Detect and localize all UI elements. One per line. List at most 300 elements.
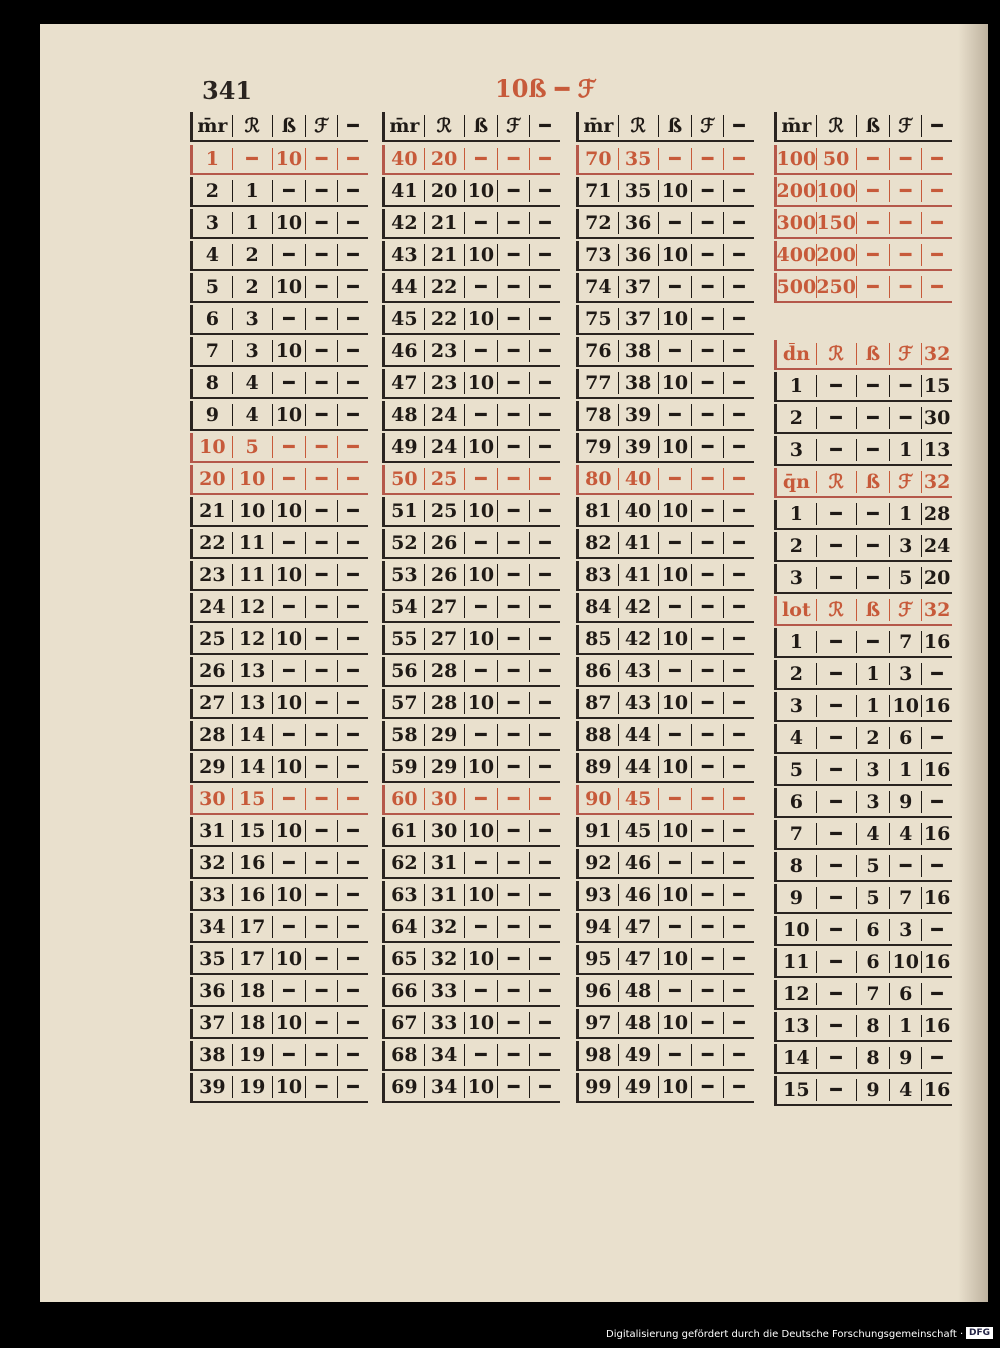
table-cell: 10 [465,692,499,714]
table-cell: 39 [619,404,659,426]
table-cell: 10 [273,948,307,970]
table-row [576,177,754,207]
table-cell: ━ [659,1044,693,1066]
table-cell: ━ [498,308,530,330]
table-cell: 90 [579,788,619,810]
table-cell: 30 [923,407,951,429]
table-row [190,913,368,943]
table-cell: ━ [539,916,551,938]
table-cell: ━ [857,503,891,525]
table-cell: 10 [273,1012,307,1034]
table-cell: 94 [579,916,619,938]
table-cell: ━ [347,276,359,298]
table-cell: ━ [273,724,307,746]
table-cell: ━ [498,148,530,170]
table-row [774,724,952,754]
table-cell: 34 [193,916,233,938]
table-cell: 99 [579,1076,619,1098]
table-cell: ━ [273,1044,307,1066]
table-cell: 2 [193,180,233,202]
table-cell: ━ [733,628,745,650]
table-row [576,753,754,783]
table-cell: 36 [193,980,233,1002]
table-cell: ━ [733,180,745,202]
table-cell: ━ [692,436,724,458]
table-cell: ━ [347,1044,359,1066]
table-cell: 10 [273,500,307,522]
table-row [190,753,368,783]
table-cell: 18 [233,1012,273,1034]
table-cell: ━ [733,660,745,682]
table-row [774,404,952,434]
table-cell: ━ [931,212,943,234]
table-cell: 89 [579,756,619,778]
table-cell: ━ [306,916,338,938]
table-cell: 85 [579,628,619,650]
table-cell: 5 [193,276,233,298]
table-cell: ━ [539,468,551,490]
table-cell: 4 [233,404,273,426]
table-cell: 22 [193,532,233,554]
column-header-cell: ℱ [890,343,922,365]
table-cell: ━ [817,695,857,717]
table-cell: ━ [733,852,745,874]
table-cell: 13 [233,660,273,682]
table-cell: ━ [306,1012,338,1034]
table-cell: 7 [890,887,922,909]
table-cell: ━ [817,567,857,589]
table-cell: ━ [273,308,307,330]
table-cell: 22 [425,276,465,298]
table-cell: ━ [539,372,551,394]
table-cell: ━ [659,212,693,234]
table-row [190,305,368,335]
table-row [576,497,754,527]
table-cell: ━ [306,436,338,458]
column-header-cell: ℱ [890,471,922,493]
table-cell: 81 [579,500,619,522]
table-row [190,369,368,399]
table-cell: ━ [498,1044,530,1066]
table-cell: 92 [579,852,619,874]
table-cell: 10 [465,1076,499,1098]
table-cell: 5 [857,855,891,877]
table-cell: ━ [817,535,857,557]
table-row [576,625,754,655]
table-cell: ━ [273,372,307,394]
table-cell: ━ [692,724,724,746]
table-cell: ━ [733,1076,745,1098]
table-cell: ━ [347,148,359,170]
table-cell: ━ [817,887,857,909]
table-cell: ━ [465,276,499,298]
table-cell: 40 [385,148,425,170]
table-cell: ━ [347,852,359,874]
table-row [774,692,952,722]
table-row [190,1009,368,1039]
table-cell: ━ [306,212,338,234]
table-cell: ━ [733,372,745,394]
table-cell: 28 [923,503,951,525]
table-row [382,273,560,303]
table-cell: 75 [579,308,619,330]
table-cell: ━ [733,820,745,842]
table-cell: ━ [465,404,499,426]
table-cell: 48 [619,1012,659,1034]
table-cell: ━ [306,788,338,810]
table-cell: 5 [233,436,273,458]
table-cell: 3 [777,695,817,717]
table-cell: ━ [857,439,891,461]
table-cell: ━ [347,532,359,554]
table-cell: ━ [539,212,551,234]
table-cell: ━ [347,756,359,778]
table-header-row [774,468,952,498]
table-cell: 14 [233,724,273,746]
table-cell: 6 [193,308,233,330]
table-cell: 49 [619,1044,659,1066]
table-cell: 6 [890,983,922,1005]
table-row [576,433,754,463]
table-cell: ━ [347,788,359,810]
table-cell: ━ [498,660,530,682]
table-row [382,721,560,751]
table-cell: ━ [857,148,891,170]
table-cell: 24 [923,535,951,557]
column-header-cell: ß [659,115,693,137]
table-cell: 23 [193,564,233,586]
table-cell: ━ [733,244,745,266]
table-cell: 10 [273,692,307,714]
table-cell: ━ [539,340,551,362]
table-row [382,497,560,527]
table-cell: ━ [733,308,745,330]
table-row [382,625,560,655]
table-cell: 15 [233,820,273,842]
table-cell: ━ [465,532,499,554]
table-cell: ━ [857,180,891,202]
table-row [774,980,952,1010]
table-cell: ━ [498,244,530,266]
table-cell: 20 [193,468,233,490]
table-cell: 53 [385,564,425,586]
table-cell: 16 [923,759,951,781]
table-cell: ━ [306,340,338,362]
table-cell: 19 [233,1044,273,1066]
table-cell: ━ [498,948,530,970]
column-header-cell: 32 [923,599,951,621]
table-cell: 25 [425,500,465,522]
table-cell: ━ [306,404,338,426]
table-cell: 91 [579,820,619,842]
table-cell: ━ [733,692,745,714]
table-cell: ━ [498,692,530,714]
table-cell: 38 [193,1044,233,1066]
table-cell: ━ [733,148,745,170]
table-cell: ━ [306,468,338,490]
table-cell: 100 [777,148,817,170]
column-header-cell: ℛ [817,599,857,621]
table-cell: ━ [692,500,724,522]
table-cell: ━ [692,1044,724,1066]
table-cell: ━ [347,596,359,618]
table-cell: 60 [385,788,425,810]
table-cell: 7 [857,983,891,1005]
table-cell: 16 [923,631,951,653]
table-row [774,884,952,914]
table-cell: ━ [692,948,724,970]
table-cell: ━ [273,468,307,490]
table-row [190,785,368,815]
table-row [382,305,560,335]
column-header-cell: ℱ [306,115,338,137]
table-cell: 41 [619,564,659,586]
table-row [576,881,754,911]
table-cell: ━ [347,820,359,842]
table-cell: 36 [619,212,659,234]
table-cell: 42 [619,628,659,650]
table-cell: 93 [579,884,619,906]
table-cell: 10 [659,372,693,394]
table-cell: ━ [890,212,922,234]
table-cell: 39 [193,1076,233,1098]
table-cell: 15 [923,375,951,397]
table-cell: ━ [306,500,338,522]
table-cell: 8 [193,372,233,394]
table-cell: ━ [692,852,724,874]
table-cell: 43 [385,244,425,266]
table-cell: 40 [619,468,659,490]
column-header-cell: ━ [931,115,943,137]
table-cell: ━ [347,212,359,234]
table-cell: 15 [777,1079,817,1101]
table-cell: 50 [817,148,857,170]
table-row [576,977,754,1007]
table-cell: ━ [465,660,499,682]
table-cell: ━ [539,820,551,842]
table-cell: 48 [619,980,659,1002]
table-cell: ━ [733,404,745,426]
table-cell: ━ [692,660,724,682]
table-cell: ━ [692,212,724,234]
table-cell: ━ [692,532,724,554]
table-cell: ━ [817,663,857,685]
table-cell: 5 [857,887,891,909]
table-cell: ━ [659,596,693,618]
table-cell: 34 [425,1076,465,1098]
table-cell: 8 [857,1047,891,1069]
table-cell: ━ [890,148,922,170]
table-cell: ━ [817,503,857,525]
table-cell: 25 [193,628,233,650]
table-cell: 70 [579,148,619,170]
table-cell: 95 [579,948,619,970]
table-cell: ━ [465,1044,499,1066]
table-cell: ━ [498,372,530,394]
table-row [382,529,560,559]
table-cell: 18 [233,980,273,1002]
table-cell: 96 [579,980,619,1002]
table-cell: 71 [579,180,619,202]
table-cell: ━ [733,1044,745,1066]
table-cell: ━ [931,180,943,202]
table-cell: ━ [539,276,551,298]
table-cell: 24 [193,596,233,618]
table-cell: 98 [579,1044,619,1066]
table-cell: 3 [890,919,922,941]
table-cell: ━ [733,500,745,522]
table-cell: ━ [273,788,307,810]
table-cell: ━ [692,180,724,202]
table-cell: 38 [619,372,659,394]
table-cell: ━ [273,916,307,938]
table-cell: 24 [425,404,465,426]
table-cell: ━ [498,596,530,618]
column-header-cell: m̄r [579,115,619,137]
table-cell: 43 [619,660,659,682]
table-row [382,561,560,591]
table-cell: 9 [890,1047,922,1069]
table-row [576,401,754,431]
table-cell: 27 [425,596,465,618]
table-cell: ━ [306,148,338,170]
table-header-row [774,112,952,142]
table-cell: 4 [890,1079,922,1101]
table-cell: 16 [923,1079,951,1101]
table-cell: 10 [890,695,922,717]
table-cell: ━ [659,916,693,938]
table-cell: 10 [465,436,499,458]
table-cell: 43 [619,692,659,714]
table-row [774,660,952,690]
table-cell: 12 [233,628,273,650]
dfg-logo: DFG [966,1327,993,1339]
table-cell: 6 [777,791,817,813]
table-cell: 7 [890,631,922,653]
table-cell: ━ [498,980,530,1002]
table-cell: 10 [659,756,693,778]
table-cell: ━ [692,308,724,330]
table-cell: ━ [733,340,745,362]
table-cell: 3 [890,663,922,685]
table-cell: 1 [233,212,273,234]
table-cell: 15 [233,788,273,810]
table-row [190,273,368,303]
table-row [190,881,368,911]
table-cell: 10 [465,564,499,586]
table-cell: 8 [777,855,817,877]
table-cell: 10 [890,951,922,973]
table-cell: 13 [923,439,951,461]
table-cell: ━ [659,788,693,810]
table-cell: 35 [619,180,659,202]
table-cell: 44 [619,756,659,778]
table-cell: 28 [193,724,233,746]
column-header-cell: ß [857,471,891,493]
table-cell: ━ [692,340,724,362]
table-cell: 23 [425,372,465,394]
table-cell: ━ [931,1047,943,1069]
table-row [190,337,368,367]
table-cell: 37 [619,308,659,330]
table-cell: ━ [817,1079,857,1101]
table-cell: ━ [733,212,745,234]
table-cell: ━ [347,1012,359,1034]
table-cell: ━ [498,276,530,298]
table-cell: 3 [777,567,817,589]
table-cell: 4 [890,823,922,845]
table-cell: ━ [347,372,359,394]
table-cell: 13 [777,1015,817,1037]
table-cell: ━ [465,468,499,490]
table-cell: 10 [273,404,307,426]
table-row [576,721,754,751]
table-row [190,721,368,751]
table-cell: 59 [385,756,425,778]
table-cell: ━ [498,340,530,362]
table-cell: 58 [385,724,425,746]
table-row [190,625,368,655]
table-row [382,369,560,399]
table-cell: 50 [385,468,425,490]
table-row [190,817,368,847]
table-cell: 1 [890,439,922,461]
table-row [774,916,952,946]
table-header-row [774,340,952,370]
table-cell: ━ [273,980,307,1002]
column-header-cell: ℛ [425,115,465,137]
table-cell: 46 [619,884,659,906]
table-cell: ━ [817,951,857,973]
table-cell: ━ [498,564,530,586]
table-row [576,273,754,303]
table-cell: 30 [193,788,233,810]
table-cell: ━ [306,884,338,906]
table-row [774,628,952,658]
table-cell: 41 [619,532,659,554]
table-cell: 5 [890,567,922,589]
table-cell: 7 [777,823,817,845]
table-row [576,657,754,687]
table-cell: 26 [193,660,233,682]
table-cell: 39 [619,436,659,458]
table-row [190,497,368,527]
table-cell: ━ [733,756,745,778]
table-cell: 16 [923,887,951,909]
table-cell: 10 [465,948,499,970]
table-cell: ━ [857,212,891,234]
table-cell: 10 [659,308,693,330]
table-cell: ━ [817,1047,857,1069]
table-cell: 12 [777,983,817,1005]
table-row [382,945,560,975]
table-row [190,945,368,975]
table-cell: 76 [579,340,619,362]
table-cell: 83 [579,564,619,586]
table-cell: 46 [619,852,659,874]
table-cell: 78 [579,404,619,426]
table-cell: 32 [425,948,465,970]
table-cell: ━ [233,148,273,170]
table-row [576,593,754,623]
table-cell: 10 [273,820,307,842]
table-cell: ━ [273,532,307,554]
table-cell: 49 [385,436,425,458]
table-cell: 10 [659,820,693,842]
table-cell: ━ [692,596,724,618]
table-cell: ━ [890,276,922,298]
table-cell: ━ [347,628,359,650]
